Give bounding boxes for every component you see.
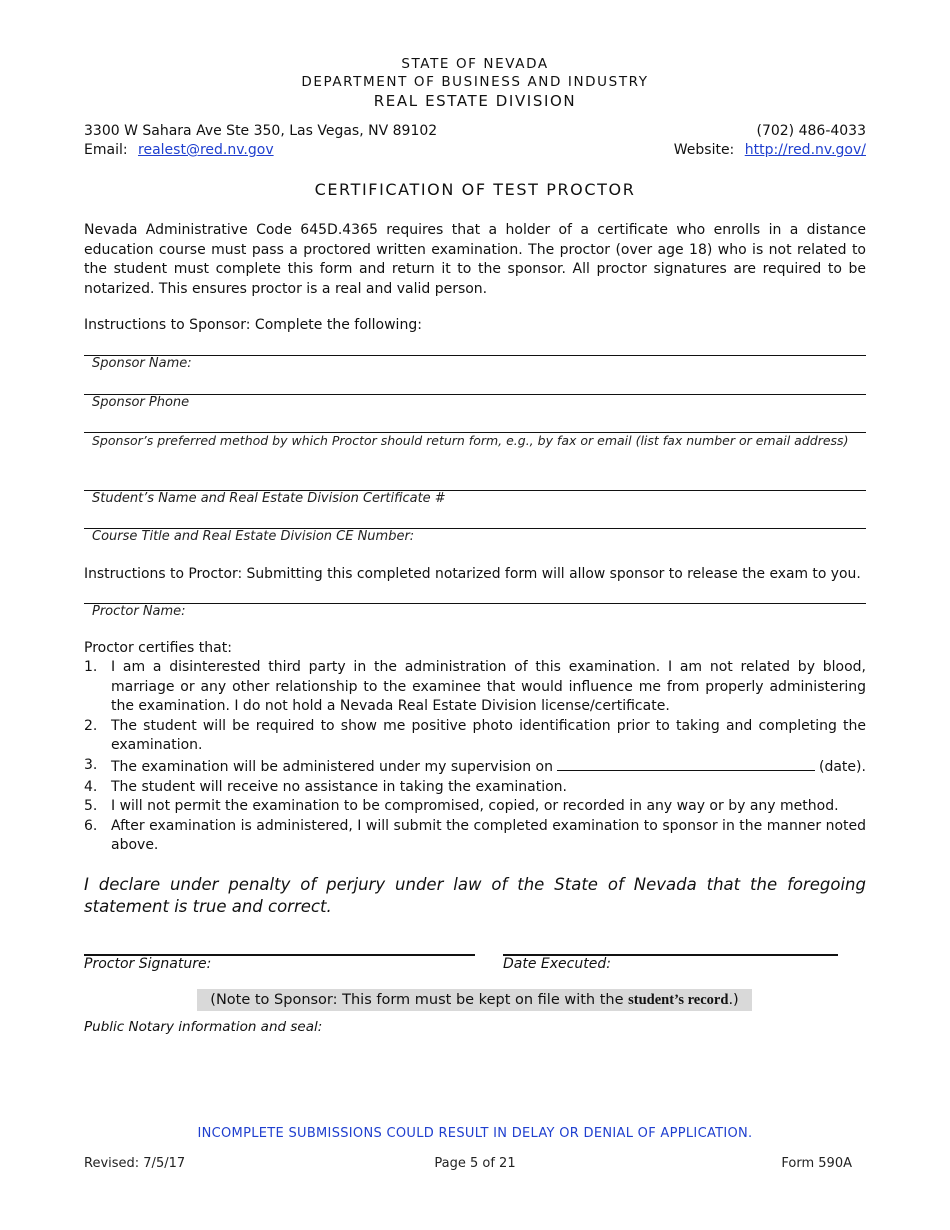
incomplete-warning: INCOMPLETE SUBMISSIONS COULD RESULT IN DELAY OR DENIAL OF APPLICATION.: [197, 1126, 753, 1141]
item-number: 4.: [84, 778, 98, 795]
department-heading: DEPARTMENT OF BUSINESS AND INDUSTRY: [301, 74, 649, 90]
sponsor-phone-label: Sponsor Phone: [92, 395, 190, 410]
list-item: [84, 797, 866, 817]
notary-label: Public Notary information and seal:: [84, 1019, 323, 1035]
form-number: Form 590A: [781, 1156, 852, 1171]
item-number: 1.: [84, 659, 98, 675]
date-suffix: (date).: [818, 758, 866, 775]
list-item: [84, 658, 866, 717]
sponsor-phone-line[interactable]: [84, 394, 866, 395]
item-number: 2.: [84, 717, 98, 734]
item-number: 6.: [84, 817, 98, 834]
sponsor-name-line[interactable]: [84, 355, 866, 356]
item-text: I will not permit the examination to be compromised, copied, or recorded in any way or by any method.: [111, 798, 839, 815]
certification-list: [84, 658, 866, 856]
date-executed-label: Date Executed:: [503, 956, 611, 972]
exam-date-blank[interactable]: [557, 756, 815, 771]
student-info-label: Student’s Name and Real Estate Division Certificate #: [92, 491, 446, 506]
office-address: 3300 W Sahara Ave Ste 350, Las Vegas, NV 89102: [84, 123, 438, 139]
signature-label: Proctor Signature:: [84, 956, 212, 972]
certifies-heading: Proctor certifies that:: [84, 640, 232, 656]
item-text: The examination will be administered under my supervision on: [111, 758, 553, 775]
list-item: [84, 817, 866, 856]
website-link[interactable]: http://red.nv.gov/: [744, 142, 866, 158]
state-heading: STATE OF NEVADA: [401, 56, 549, 72]
item-number: 3.: [84, 756, 98, 773]
website-label: Website:: [673, 142, 735, 158]
sponsor-name-label: Sponsor Name:: [92, 356, 192, 371]
office-phone: (702) 486-4033: [756, 123, 866, 139]
proctor-instructions: Instructions to Proctor: Submitting this completed notarized form will allow sponsor to release the exam to you.: [84, 566, 861, 582]
note-bold: student’s record: [628, 992, 729, 1008]
list-item: [84, 778, 866, 798]
return-method-label: Sponsor’s preferred method by which Proctor should return form, e.g., by fax or email (list fax number or email address): [92, 433, 849, 448]
revised-date: Revised: 7/5/17: [84, 1156, 186, 1171]
note-prefix: (Note to Sponsor: This form must be kept on file with the: [210, 992, 629, 1008]
intro-paragraph: Nevada Administrative Code 645D.4365 requires that a holder of a certificate who enrolls in a distance education course must pass a proctored written examination. The proctor (over age 18) who is not related to the student must complete this form and return it to the sponsor. All proctor signatures are required to be notarized. This ensures proctor is a real and valid person.: [84, 222, 866, 297]
item-text: The student will receive no assistance in taking the examination.: [111, 778, 567, 795]
course-info-label: Course Title and Real Estate Division CE Number:: [92, 529, 415, 544]
note-suffix: .): [728, 992, 739, 1008]
email-label: Email:: [84, 142, 128, 158]
list-item: [84, 756, 866, 778]
item-text: The student will be required to show me positive photo identification prior to taking and completing the examination.: [111, 717, 866, 754]
page-number: Page 5 of 21: [434, 1156, 516, 1171]
proctor-name-line[interactable]: [84, 603, 866, 604]
item-number: 5.: [84, 798, 98, 815]
email-line: [84, 142, 274, 158]
proctor-name-label: Proctor Name:: [92, 604, 186, 619]
sponsor-instructions: Instructions to Sponsor: Complete the following:: [84, 317, 422, 333]
division-heading: REAL ESTATE DIVISION: [373, 92, 577, 110]
item-text: I am a disinterested third party in the administration of this examination. I am not related by blood, marriage or any other relationship to the examinee that would influence me from properly administering the examination. I do not hold a Nevada Real Estate Division license/certificate.: [111, 659, 866, 715]
sponsor-note: [197, 989, 752, 1011]
perjury-declaration: I declare under penalty of perjury under law of the State of Nevada that the foregoing statement is true and correct.: [84, 875, 866, 916]
item-text: After examination is administered, I will submit the completed examination to sponsor in the manner noted above.: [111, 817, 866, 854]
email-link[interactable]: realest@red.nv.gov: [138, 142, 274, 158]
list-item: [84, 717, 866, 756]
form-title: CERTIFICATION OF TEST PROCTOR: [314, 180, 636, 199]
website-line: [674, 142, 866, 158]
